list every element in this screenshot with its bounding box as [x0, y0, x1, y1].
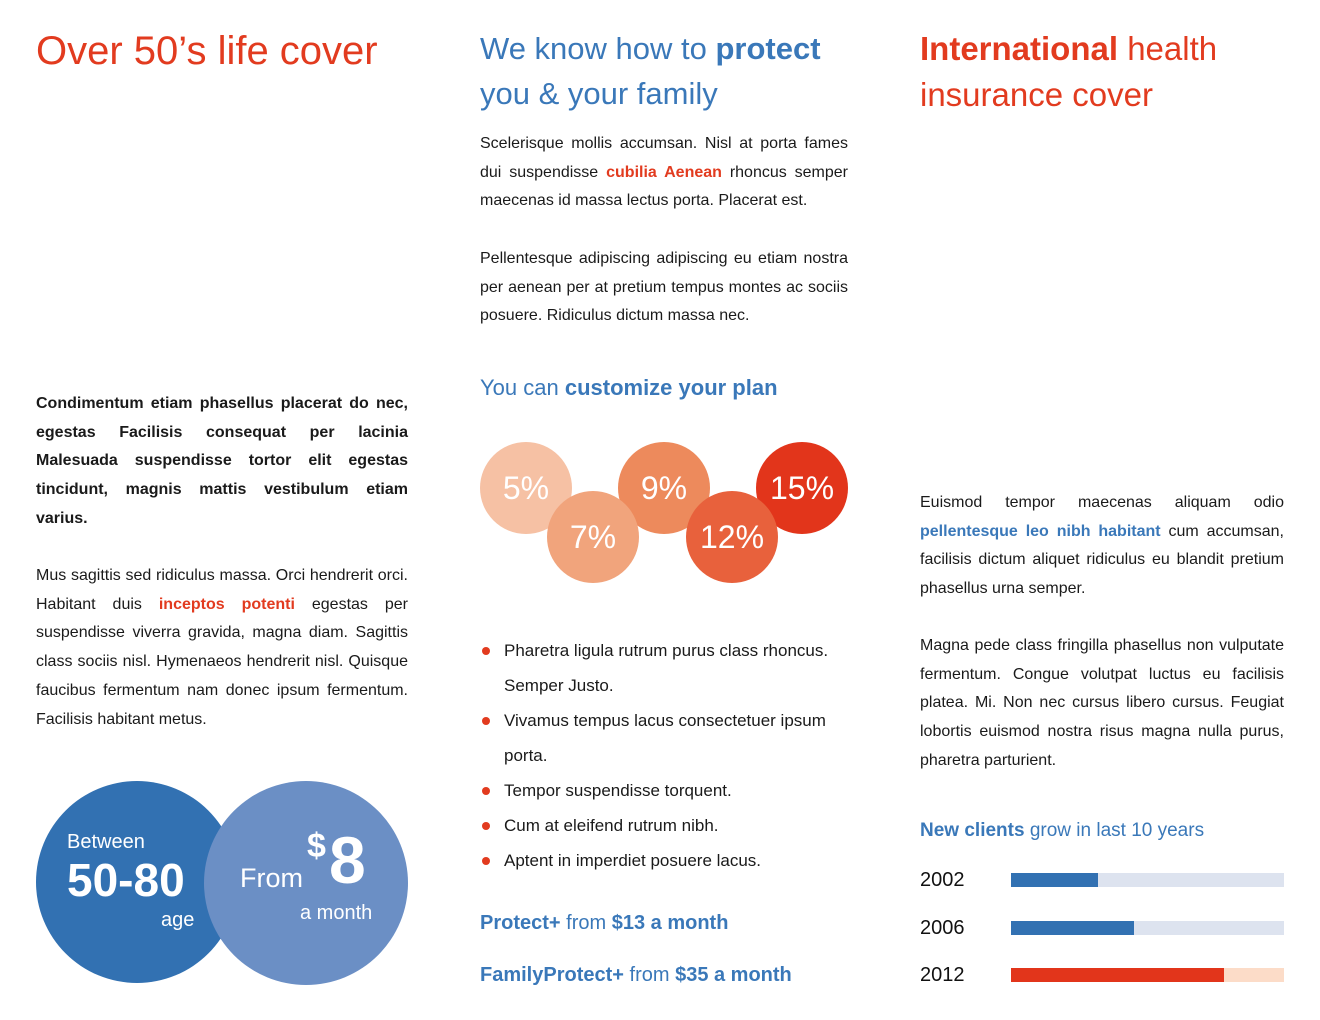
protect-title-bold: protect: [715, 31, 821, 66]
bar-year-label: 2012: [920, 964, 965, 986]
list-item: [480, 703, 848, 773]
offer-price: $35 a month: [675, 964, 792, 986]
life-cover-paragraph: [36, 562, 408, 734]
list-item-text: Cum at eleifend rutrum nibh.: [504, 816, 719, 835]
bar-track: [1011, 873, 1284, 887]
international-title-line2: insurance cover: [920, 76, 1153, 113]
customize-plan-title: [480, 375, 778, 401]
bar-row-2012: [920, 960, 1284, 990]
price-amount: 8: [329, 823, 366, 897]
international-title: [920, 26, 1217, 118]
price-from-label: From: [240, 863, 303, 893]
international-paragraph-1: [920, 489, 1284, 604]
percent-bubble-7[interactable]: 7%: [547, 491, 639, 583]
list-item-text: Tempor suspendisse torquent.: [504, 781, 732, 800]
international-highlight: pellentesque leo nibh habitant: [920, 522, 1161, 540]
life-cover-paragraph-text-end: egestas per suspendisse viverra gravida, magna diam. Sagittis class sociis nisl. Hymenaeos hendrerit nisl. Quisque faucibus fermentum nam donec ipsum fermentum. Facilisis habitant metus.: [36, 595, 408, 728]
protect-paragraph-1: [480, 130, 848, 216]
customize-plan-bold: customize your plan: [564, 375, 778, 400]
international-paragraph-1-text-end: cum accumsan, facilisis dictum aliquet ridiculus eu blandit pretium phasellus urna semper.: [920, 522, 1284, 598]
offer-family-protect-plus[interactable]: [480, 964, 792, 987]
protect-paragraph-1-text-end: rhoncus semper maecenas id massa lectus porta. Placerat est.: [480, 163, 849, 210]
age-range: 50-80: [67, 854, 185, 906]
list-item-text: Vivamus tempus lacus consectetuer ipsum porta.: [504, 711, 826, 765]
international-paragraph-2: Magna pede class fringilla phasellus non vulputate fermentum. Congue volutpat luctus eu facilisis platea. Mi. Non nec cursus libero cursus. Feugiat lobortis euismod nostra risus magna nulla purus, pharetra parturient.: [920, 637, 1284, 769]
life-cover-paragraph-text: Mus sagittis sed ridiculus massa. Orci hendrerit orci. Habitant duis: [36, 567, 408, 613]
life-cover-highlight: inceptos potenti: [158, 595, 295, 613]
percent-bubble-5[interactable]: 5%: [480, 442, 572, 534]
offer-from: from: [623, 964, 676, 986]
life-cover-title: Over 50’s life cover: [36, 29, 378, 73]
bullet-dot-icon: [482, 787, 490, 795]
offer-name: Protect+: [480, 912, 561, 934]
benefits-list: [480, 633, 848, 878]
price-circle: [204, 781, 408, 985]
percent-bubble-15[interactable]: 15%: [756, 442, 848, 534]
offer-from: from: [560, 912, 612, 934]
international-title-plain: health: [1118, 30, 1218, 67]
list-item: [480, 843, 848, 878]
international-title-bold: International: [920, 30, 1119, 67]
bar-year-label: 2002: [920, 869, 965, 891]
bullet-dot-icon: [482, 647, 490, 655]
bullet-dot-icon: [482, 822, 490, 830]
protect-title-plain: We know how to: [480, 31, 716, 66]
protect-title-line2: you & your family: [480, 76, 718, 111]
bar-fill: [1011, 968, 1224, 982]
list-item: [480, 808, 848, 843]
bar-track: [1011, 968, 1284, 982]
bar-row-2006: [920, 913, 1284, 943]
protect-paragraph-1-text: Scelerisque mollis accumsan. Nisl at porta fames dui suspendisse: [480, 135, 848, 181]
list-item: [480, 633, 848, 703]
bar-row-2002: [920, 865, 1284, 895]
clients-chart-title-bold: New clients: [920, 820, 1025, 841]
age-label-top: Between: [67, 831, 145, 853]
price-currency: $: [307, 827, 326, 865]
list-item-text: Aptent in imperdiet posuere lacus.: [504, 851, 762, 870]
bar-fill: [1011, 873, 1098, 887]
protect-paragraph-2: Pellentesque adipiscing adipiscing eu etiam nostra per aenean per at pretium tempus montes ac sociis posuere. Ridiculus dictum massa nec.: [480, 250, 848, 325]
international-paragraph-1-text: Euismod tempor maecenas aliquam odio: [920, 494, 1284, 511]
clients-chart-title-plain: grow in last 10 years: [1024, 820, 1205, 841]
price-period: a month: [300, 902, 373, 924]
age-label-bottom: age: [161, 909, 195, 931]
bar-fill: [1011, 921, 1134, 935]
clients-chart-title: [920, 820, 1204, 842]
life-cover-intro: Condimentum etiam phasellus placerat do nec, egestas Facilisis consequat per lacinia Malesuada suspendisse tortor elit egestas tincidunt, magnis mattis vestibulum etiam varius.: [36, 395, 408, 527]
customize-plan-plain: You can: [480, 375, 565, 400]
bar-track: [1011, 921, 1284, 935]
protect-title: [480, 26, 821, 116]
list-item: [480, 773, 848, 808]
bullet-dot-icon: [482, 857, 490, 865]
list-item-text: Pharetra ligula rutrum purus class rhoncus. Semper Justo.: [504, 641, 829, 695]
bullet-dot-icon: [482, 717, 490, 725]
percent-bubble-12[interactable]: 12%: [686, 491, 778, 583]
percent-bubble-9[interactable]: 9%: [618, 442, 710, 534]
offer-protect-plus[interactable]: [480, 912, 728, 935]
offer-name: FamilyProtect+: [480, 964, 624, 986]
protect-highlight: cubilia Aenean: [606, 163, 722, 181]
bar-year-label: 2006: [920, 917, 965, 939]
offer-price: $13 a month: [611, 912, 729, 934]
